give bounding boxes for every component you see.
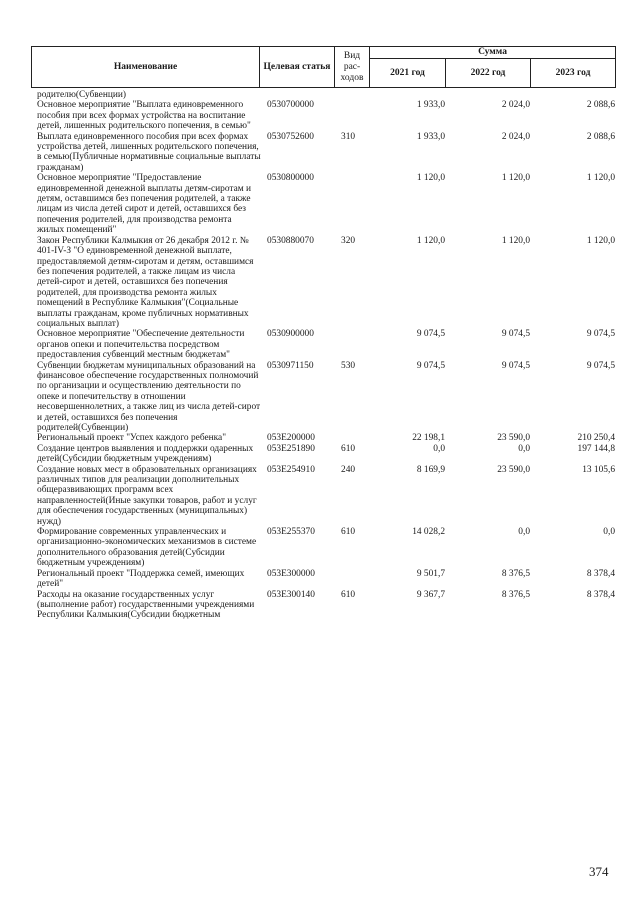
- row-2023: 1 120,0: [586, 235, 615, 246]
- table-row: [31, 236, 615, 330]
- row-name: Основное мероприятие "Обеспечение деятельности органов опеки и попечительства посредством предоставления субвенций местным бюджетам": [37, 329, 245, 361]
- row-2022: 9 074,5: [501, 329, 530, 340]
- table-row: [31, 90, 615, 100]
- row-2023: 1 120,0: [586, 173, 615, 184]
- table-row: [31, 433, 615, 443]
- row-2022: 0,0: [518, 527, 530, 538]
- row-2023: 0,0: [603, 527, 615, 538]
- row-name: Формирование современных управленческих и организационно-экономических механизмов в системе дополнительного образования детей(Субсидии бюджетным учреждениям): [37, 527, 257, 569]
- row-name: Основное мероприятие "Предоставление единовременной денежной выплаты детям-сиротам и детям, оставшимся без попечения родителей, а также лицам из числа детей сирот и детей, оставшихся без попечения родителей, для производства ремонта жилых помещений": [37, 173, 252, 236]
- row-2021: 22 198,1: [412, 433, 445, 444]
- row-2022: 8 376,5: [501, 568, 530, 579]
- row-2022: 2 024,0: [501, 131, 530, 142]
- table-row: [31, 569, 615, 590]
- row-2022: 1 120,0: [501, 173, 530, 184]
- table-row: [31, 132, 615, 174]
- row-name: Региональный проект "Поддержка семей, имеющих детей": [37, 568, 245, 590]
- table-body: [31, 90, 615, 621]
- row-2022: 23 590,0: [497, 464, 530, 475]
- header-year-2022: 2022 год: [446, 59, 531, 88]
- row-2023: 13 105,6: [582, 464, 615, 475]
- row-2023: 9 074,5: [586, 360, 615, 371]
- row-2023: 8 378,4: [586, 568, 615, 579]
- row-vid: 320: [341, 235, 356, 246]
- row-code: 0530880070: [267, 235, 314, 246]
- header-year-2021: 2021 год: [370, 59, 446, 88]
- row-name: Основное мероприятие "Выплата единовременного пособия при всех формах устройства на воспитание детей, лишенных родительского попечения, в семью": [37, 100, 251, 132]
- row-2023: 210 250,4: [577, 433, 615, 444]
- row-2021: 9 367,7: [416, 589, 445, 600]
- table-row: [31, 444, 615, 465]
- table-row: [31, 361, 615, 434]
- row-vid: 610: [341, 589, 356, 600]
- row-2023: 9 074,5: [586, 329, 615, 340]
- row-vid: 530: [341, 360, 356, 371]
- row-name: Закон Республики Калмыкия от 26 декабря 2012 г. № 401-IV-З "О единовременной денежной выплате, предоставляемой детям-сиротам и детям, оставшимся без попечения родителей, а также лицам из числа детей-сирот и детей, оставшихся без попечения родителей, для производства ремонта жилых помещений в Республике Калмыкия"(Социальные выплаты гражданам, кроме публичных нормативных социальных выплат): [37, 235, 254, 329]
- row-2021: 1 933,0: [416, 100, 445, 111]
- row-code: 0530900000: [267, 329, 314, 340]
- row-code: 0530752600: [267, 131, 314, 142]
- row-2022: 8 376,5: [501, 589, 530, 600]
- row-2023: 2 088,6: [586, 131, 615, 142]
- header-sum: Сумма: [370, 47, 616, 59]
- row-code: 053E255370: [267, 527, 315, 538]
- table-row: [31, 329, 615, 360]
- row-vid: 240: [341, 464, 356, 475]
- header-name: Наименование: [32, 47, 260, 88]
- row-2022: 23 590,0: [497, 433, 530, 444]
- header-year-2023: 2023 год: [531, 59, 616, 88]
- row-code: 053E254910: [267, 464, 315, 475]
- row-code: 053E251890: [267, 443, 315, 454]
- table-row: [31, 173, 615, 235]
- row-vid: 310: [341, 131, 356, 142]
- row-code: 0530700000: [267, 100, 314, 111]
- row-2021: 8 169,9: [416, 464, 445, 475]
- table-row: [31, 527, 615, 569]
- row-name: Расходы на оказание государственных услуг (выполнение работ) государственными учреждениями Республики Калмыкия(Субсидии бюджетным: [37, 589, 255, 621]
- table-row: [31, 100, 615, 131]
- row-2021: 14 028,2: [412, 527, 445, 538]
- row-2021: 0,0: [433, 443, 445, 454]
- table-row: [31, 465, 615, 527]
- row-name: Создание центров выявления и поддержки одаренных детей(Субсидии бюджетным учреждениям): [37, 443, 254, 465]
- row-code: 053E300000: [267, 568, 315, 579]
- row-2021: 1 933,0: [416, 131, 445, 142]
- row-2021: 9 074,5: [416, 329, 445, 340]
- row-2022: 2 024,0: [501, 100, 530, 111]
- row-2023: 2 088,6: [586, 100, 615, 111]
- row-name: Региональный проект "Успех каждого ребенка": [37, 433, 227, 444]
- row-code: 0530971150: [267, 360, 314, 371]
- row-code: 0530800000: [267, 173, 314, 184]
- page-number: 374: [589, 864, 609, 879]
- row-2022: 9 074,5: [501, 360, 530, 371]
- row-2021: 1 120,0: [416, 173, 445, 184]
- row-2023: 197 144,8: [577, 443, 615, 454]
- row-name: Создание новых мест в образовательных организациях различных типов для реализации дополнительных общеразвивающих программ всех направленностей(Иные закупки товаров, работ и услуг для обеспечения государственных (муниципальных) нужд): [37, 464, 257, 527]
- row-2022: 0,0: [518, 443, 530, 454]
- row-code: 053E200000: [267, 433, 315, 444]
- row-code: 053E300140: [267, 589, 315, 600]
- header-vid: Вид рас-ходов: [335, 47, 370, 88]
- row-2021: 9 074,5: [416, 360, 445, 371]
- header-code: Целевая статья: [260, 47, 335, 88]
- row-2021: 9 501,7: [416, 568, 445, 579]
- row-2021: 1 120,0: [416, 235, 445, 246]
- row-vid: 610: [341, 527, 356, 538]
- row-2022: 1 120,0: [501, 235, 530, 246]
- table-header: [31, 46, 616, 88]
- row-2023: 8 378,4: [586, 589, 615, 600]
- row-name: родителю(Субвенции): [37, 90, 127, 100]
- table-row: [31, 590, 615, 621]
- row-name: Субвенции бюджетам муниципальных образований на финансовое обеспечение государственных полномочий по организации и осуществлению деятельности по опеке и попечительству в отношении несовершеннолетних, а также лиц из числа детей-сирот и детей, оставшихся без попечения родителей(Субвенции): [37, 360, 261, 433]
- row-vid: 610: [341, 443, 356, 454]
- row-name: Выплата единовременного пособия при всех формах устройства детей, лишенных родительского попечения, в семью(Публичные нормативные социальные выплаты гражданам): [37, 131, 261, 173]
